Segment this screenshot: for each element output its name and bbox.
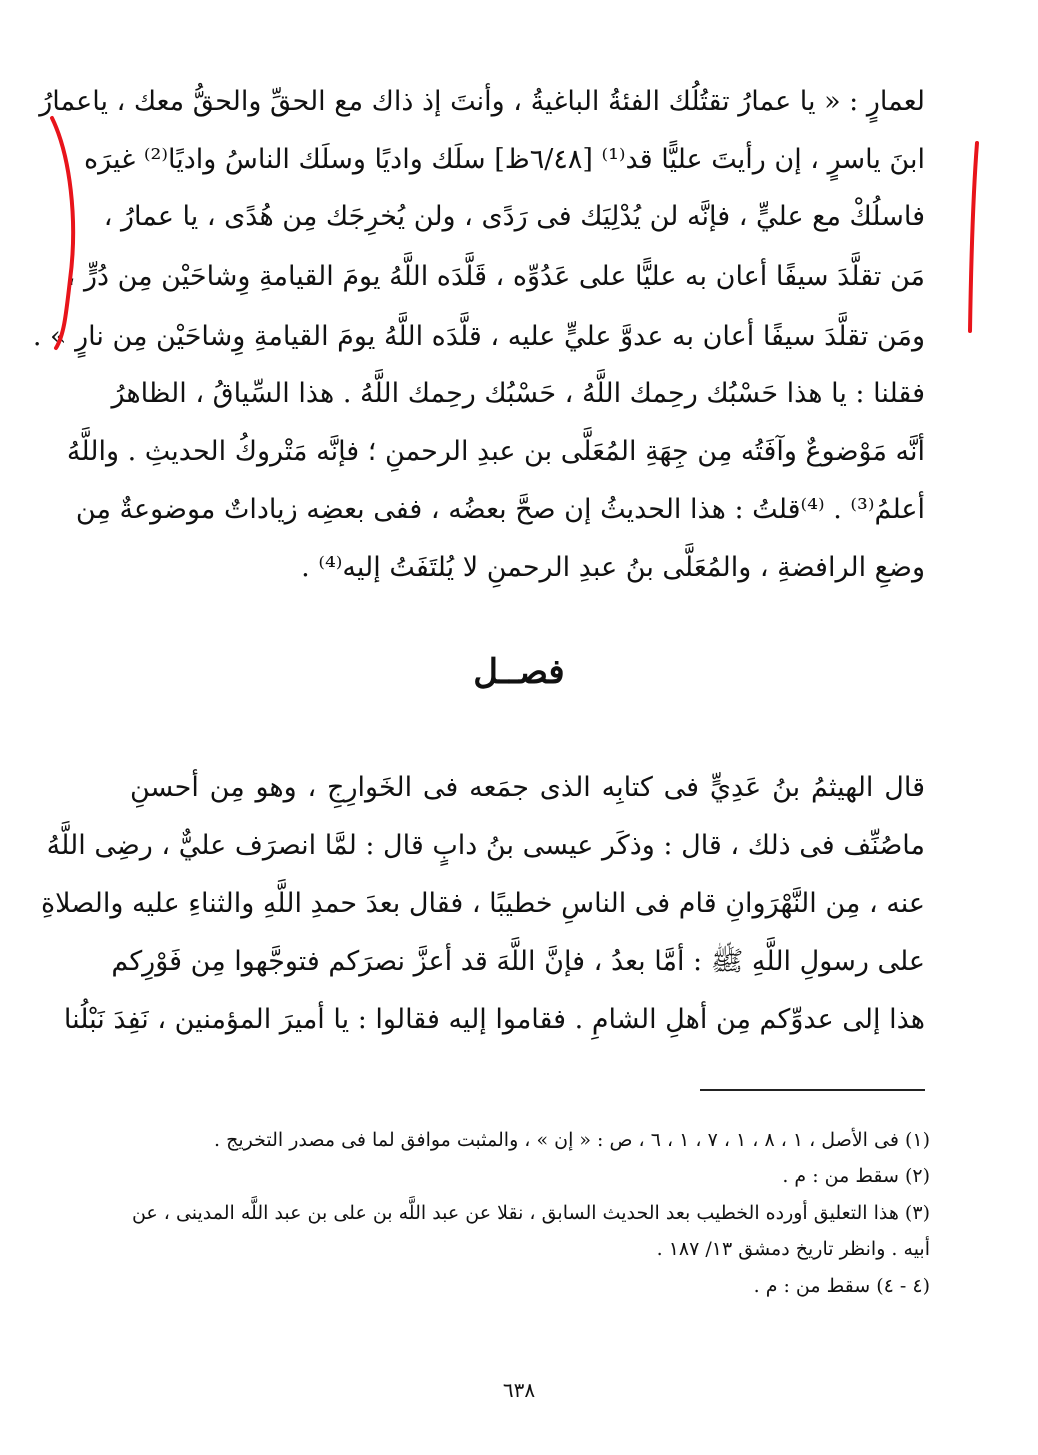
text-line: ومَن تقلَّدَ سيفًا أعان به عدوَّ عليٍّ عليه ، قلَّدَه اللَّهُ يومَ القيامةِ وِشاحَيْن مِن نارٍ » . [32, 321, 925, 352]
text-line: وضعِ الرافضةِ ، والمُعَلَّى بنُ عبدِ الرحمنِ لا يُلتَفَتُ إليه⁽⁴⁾ . [301, 552, 925, 583]
footnote-line: (٤ - ٤) سقط من : م . [753, 1275, 930, 1297]
left-bracket-mark [40, 110, 90, 360]
text-line: فاسلُكْ مع عليٍّ ، فإنَّه لن يُدْلِيَك فى رَدًى ، ولن يُخرِجَك مِن هُدًى ، يا عمارُ ، [103, 201, 925, 232]
text-line: عنه ، مِن النَّهْرَوانِ قام فى الناسِ خطيبًا ، فقال بعدَ حمدِ اللَّهِ والثناءِ عليه والصلاةِ [40, 888, 925, 919]
text-line: هذا إلى عدوِّكم مِن أهلِ الشامِ . فقاموا إليه فقالوا : يا أميرَ المؤمنين ، نَفِدَ نَبْلُنا [63, 1004, 925, 1035]
passage-bottom [40, 768, 925, 1048]
text-line: قال الهيثمُ بنُ عَدِيٍّ فى كتابِه الذى جمَعه فى الخَوارِجِ ، وهو مِن أحسنِ [130, 772, 925, 803]
page-number: ٦٣٨ [502, 1378, 536, 1402]
text-line: أنَّه مَوْضوعٌ وآفَتُه مِن جِهَةِ المُعَلَّى بن عبدِ الرحمنِ ؛ فإنَّه مَتْروكُ الحديثِ . واللَّهُ [66, 436, 925, 467]
footnote-line: أبيه . وانظر تاريخ دمشق ١٣/ ١٨٧ . [656, 1238, 930, 1260]
footnote-line: (١) فى الأصل ، ١ ، ٨ ، ١ ، ٧ ، ١ ، ٦ ، ص : « إن » ، والمثبت موافق لما فى مصدر التخريج . [214, 1129, 930, 1151]
right-bracket-mark [960, 135, 990, 340]
text-line: ابنَ ياسرٍ ، إن رأيتَ عليًّا قد⁽¹⁾ [٦/٤٨ظ] سلَك واديًا وسلَك الناسُ واديًا⁽²⁾ غيرَه [83, 144, 925, 175]
text-line: على رسولِ اللَّهِ ﷺ : أمَّا بعدُ ، فإنَّ اللَّهَ قد أعزَّ نصرَكم فتوجَّهوا مِن فَوْرِكم [111, 946, 925, 977]
footnote-line: (٣) هذا التعليق أورده الخطيب بعد الحديث السابق ، نقلا عن عبد اللَّه بن على بن عبد اللَّه المدينى ، عن [131, 1202, 930, 1224]
text-line: فقلنا : يا هذا حَسْبُك رحِمك اللَّهُ ، حَسْبُك رحِمك اللَّهُ . هذا السِّياقُ ، الظاهرُ [111, 378, 925, 409]
section-heading: فصــل [473, 652, 565, 692]
footnote-separator [700, 1089, 925, 1091]
footnote-line: (٢) سقط من : م . [782, 1165, 930, 1187]
footnotes [130, 1125, 930, 1305]
text-line: أعلمُ⁽³⁾ . ⁽⁴⁾قلتُ : هذا الحديثُ إن صحَّ بعضُه ، ففى بعضِه زياداتٌ موضوعةٌ مِن [75, 494, 925, 525]
text-line: مَن تقلَّدَ سيفًا أعان به عليًّا على عَدُوِّه ، قَلَّدَه اللَّهُ يومَ القيامةِ وِشاحَيْن مِن دُرٍّ ، [66, 261, 925, 292]
text-line: ماصُنِّف فى ذلك ، قال : وذكَر عيسى بنُ دابٍ قال : لمَّا انصرَف عليٌّ ، رضِى اللَّهُ [46, 830, 925, 861]
passage-top [32, 82, 925, 583]
text-line: لعمارٍ : « يا عمارُ تقتُلُك الفئةُ الباغيةُ ، وأنتَ إذ ذاك مع الحقِّ والحقُّ معك ، ياعمارُ [39, 86, 925, 117]
